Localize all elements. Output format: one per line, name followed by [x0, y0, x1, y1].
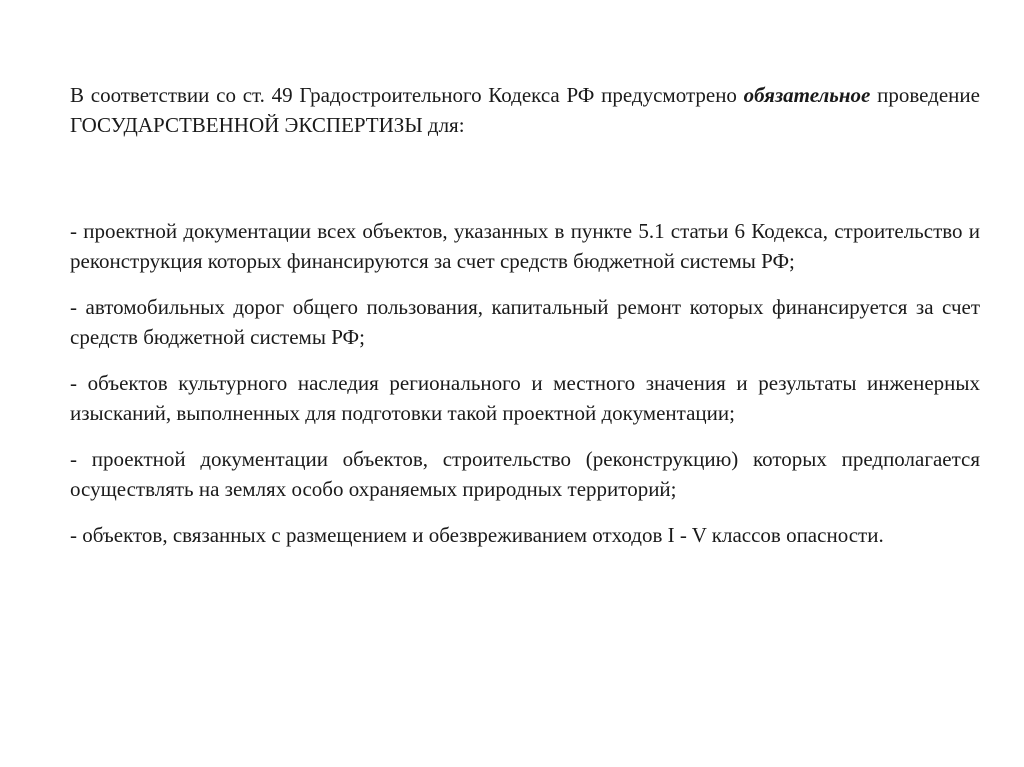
intro-emphasis: обязательное	[743, 83, 871, 107]
list-item: - объектов культурного наследия регионального и местного значения и результаты инженерных изысканий, выполненных для подготовки такой проектной документации;	[70, 371, 980, 425]
document-body	[70, 80, 980, 566]
list-item: - автомобильных дорог общего пользования, капитальный ремонт которых финансируется за счет средств бюджетной системы РФ;	[70, 295, 980, 349]
list-item: - проектной документации объектов, строительство (реконструкцию) которых предполагается осуществлять на землях особо охраняемых природных территорий;	[70, 447, 980, 501]
intro-text-start: В соответствии со ст. 49 Градостроительного Кодекса РФ предусмотрено	[70, 83, 744, 107]
intro-text-end: проведение ГОСУДАРСТВЕННОЙ ЭКСПЕРТИЗЫ для:	[70, 83, 980, 137]
list-item: - объектов, связанных с размещением и обезвреживанием отходов I - V классов опасности.	[70, 523, 884, 547]
intro-paragraph	[70, 80, 980, 140]
list-item: - проектной документации всех объектов, указанных в пункте 5.1 статьи 6 Кодекса, строительство и реконструкция которых финансируются за счет средств бюджетной системы РФ;	[70, 219, 980, 273]
